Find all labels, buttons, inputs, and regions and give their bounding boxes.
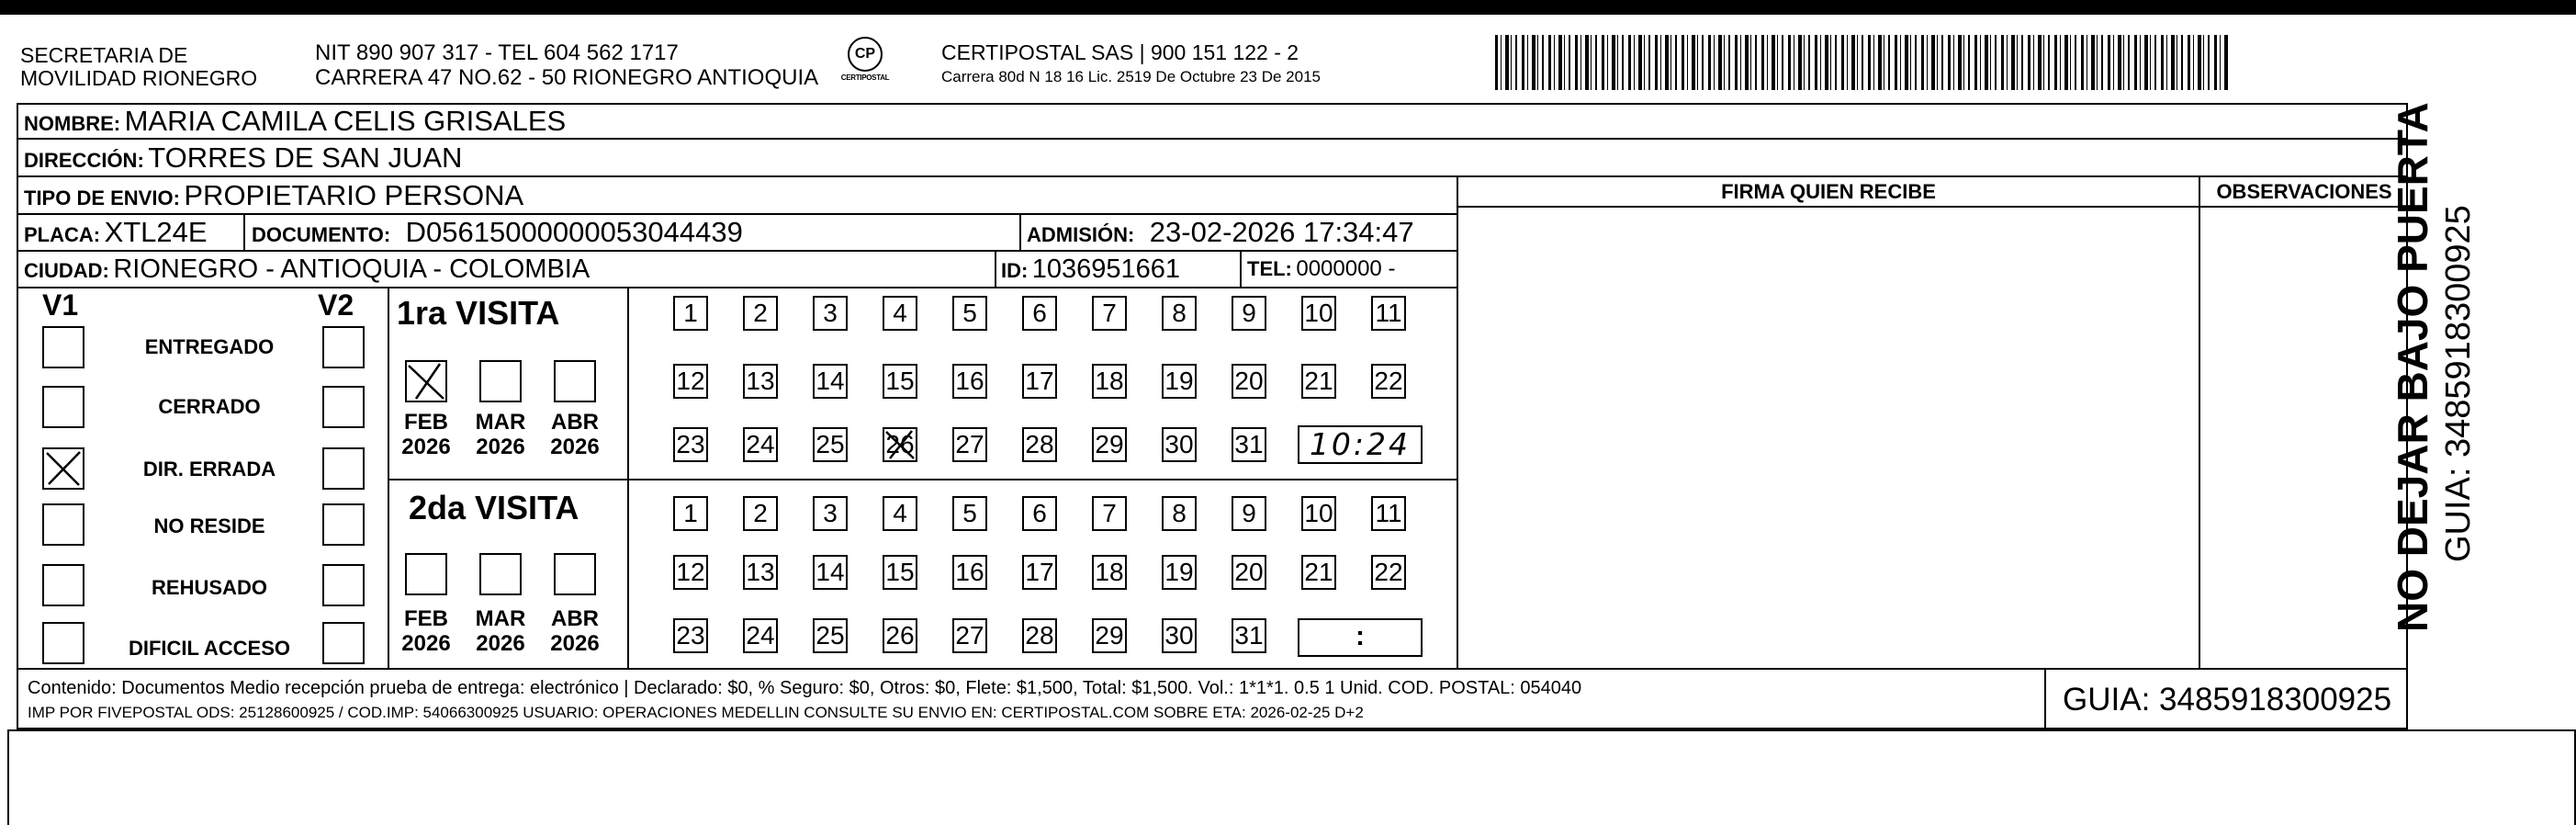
day-number: 23	[676, 621, 705, 650]
tipo-label: TIPO DE ENVIO:	[24, 186, 180, 209]
visit2-day-19[interactable]	[1162, 555, 1197, 590]
side-no-dejar: NO DEJAR BAJO PUERTA	[2389, 102, 2436, 632]
v1-header: V1	[42, 288, 79, 322]
visit1-day-8[interactable]	[1162, 296, 1197, 331]
direccion-row	[24, 139, 462, 175]
day-number: 16	[955, 558, 984, 586]
day-number: 17	[1025, 558, 1054, 586]
visit2-month-abr	[546, 606, 604, 656]
visit1-day-14[interactable]	[813, 364, 848, 399]
day-number: 7	[1102, 499, 1117, 527]
visit1-month-feb-checkbox[interactable]	[405, 360, 447, 402]
v2-checkbox-entregado[interactable]	[322, 326, 365, 368]
day-number: 20	[1234, 367, 1264, 395]
day-number: 30	[1164, 621, 1194, 650]
visit1-day-19[interactable]	[1162, 364, 1197, 399]
visit2-day-1[interactable]	[673, 496, 708, 531]
day-number: 27	[955, 430, 984, 458]
day-number: 13	[746, 558, 775, 586]
month-name: MAR	[475, 606, 526, 631]
day-number: 25	[816, 621, 845, 650]
visit1-day-23[interactable]	[673, 427, 708, 462]
visit1-day-11[interactable]	[1371, 296, 1406, 331]
day-number: 16	[955, 367, 984, 395]
visit2-title: 2da VISITA	[409, 489, 579, 526]
day-number: 19	[1164, 558, 1194, 586]
visit2-day-12[interactable]	[673, 555, 708, 590]
month-name: FEB	[404, 606, 448, 631]
visit1-day-12[interactable]	[673, 364, 708, 399]
day-number: 9	[1242, 299, 1256, 327]
visit2-day-10[interactable]	[1301, 496, 1336, 531]
firma-header: FIRMA QUIEN RECIBE	[1721, 180, 1936, 203]
company-name: CERTIPOSTAL SAS | 900 151 122 - 2	[941, 40, 1299, 64]
visit2-day-26[interactable]	[883, 618, 917, 653]
day-number: 24	[746, 621, 775, 650]
visit1-day-5[interactable]	[952, 296, 987, 331]
day-number: 26	[885, 621, 915, 650]
tipo-value: PROPIETARIO PERSONA	[184, 179, 524, 211]
ciudad-cell	[24, 251, 590, 292]
visit2-day-17[interactable]	[1022, 555, 1057, 590]
visit1-time-box[interactable]	[1298, 425, 1423, 464]
month-year: 2026	[550, 435, 600, 459]
visit1-day-7[interactable]	[1092, 296, 1127, 331]
footer-guia: GUIA: 3485918300925	[2063, 682, 2392, 718]
ciudad-label: CIUDAD:	[24, 259, 109, 282]
visit2-month-mar-checkbox[interactable]	[479, 553, 522, 595]
visit2-day-21[interactable]	[1301, 555, 1336, 590]
day-number: 21	[1304, 367, 1333, 395]
visit1-day-17[interactable]	[1022, 364, 1057, 399]
visit1-month-feb	[397, 410, 456, 459]
visit2-day-31[interactable]	[1232, 618, 1266, 653]
col-divider	[995, 250, 996, 287]
visit2-day-5[interactable]	[952, 496, 987, 531]
org-line2: MOVILIDAD RIONEGRO	[20, 66, 258, 90]
status-label-entregado: ENTREGADO	[144, 335, 275, 358]
day-number: 30	[1164, 430, 1194, 458]
day-number: 10	[1304, 499, 1333, 527]
day-number: 4	[893, 299, 907, 327]
v1-checkbox-dificil-acceso[interactable]	[42, 622, 84, 664]
top-border	[0, 0, 2576, 15]
day-number: 27	[955, 621, 984, 650]
bottom-frame	[7, 729, 2576, 825]
visit2-day-27[interactable]	[952, 618, 987, 653]
visit2-day-8[interactable]	[1162, 496, 1197, 531]
visit-divider	[388, 479, 1457, 480]
day-number: 14	[816, 367, 845, 395]
day-number: 8	[1172, 499, 1187, 527]
visit1-day-1[interactable]	[673, 296, 708, 331]
visit1-title: 1ra VISITA	[397, 294, 560, 332]
day-number: 18	[1095, 558, 1124, 586]
day-number: 6	[1032, 299, 1047, 327]
visit1-day-31[interactable]	[1232, 427, 1266, 462]
visit2-day-23[interactable]	[673, 618, 708, 653]
day-number: 2	[753, 499, 768, 527]
day-number: 29	[1095, 621, 1124, 650]
visit1-day-15[interactable]	[883, 364, 917, 399]
v1-checkbox-dir-errada[interactable]	[42, 447, 84, 490]
visit2-day-9[interactable]	[1232, 496, 1266, 531]
id-cell	[1001, 251, 1180, 292]
v1-checkbox-entregado[interactable]	[42, 326, 84, 368]
visit2-day-20[interactable]	[1232, 555, 1266, 590]
nombre-label: NOMBRE:	[24, 112, 121, 135]
visit2-day-6[interactable]	[1022, 496, 1057, 531]
month-year: 2026	[550, 631, 600, 656]
visit2-day-16[interactable]	[952, 555, 987, 590]
v2-checkbox-rehusado[interactable]	[322, 564, 365, 606]
day-number: 5	[962, 499, 977, 527]
day-number: 3	[823, 499, 838, 527]
ciudad-value: RIONEGRO - ANTIOQUIA - COLOMBIA	[113, 254, 591, 284]
visit1-day-13[interactable]	[743, 364, 778, 399]
visit1-day-21[interactable]	[1301, 364, 1336, 399]
documento-label: DOCUMENTO:	[252, 223, 391, 246]
tel-label: TEL:	[1247, 257, 1292, 280]
visit2-day-29[interactable]	[1092, 618, 1127, 653]
day-number: 28	[1025, 430, 1054, 458]
check-mark-icon	[407, 362, 447, 402]
day-number: 5	[962, 299, 977, 327]
tipo-row	[24, 176, 523, 213]
visit2-day-2[interactable]	[743, 496, 778, 531]
col-divider	[388, 287, 389, 668]
day-number: 10	[1304, 299, 1333, 327]
visit1-day-22[interactable]	[1371, 364, 1406, 399]
month-year: 2026	[401, 631, 451, 656]
visit1-day-6[interactable]	[1022, 296, 1057, 331]
direccion-label: DIRECCIÓN:	[24, 149, 144, 172]
day-number: 26	[885, 430, 915, 458]
visit2-day-15[interactable]	[883, 555, 917, 590]
visit2-day-28[interactable]	[1022, 618, 1057, 653]
v2-checkbox-cerrado[interactable]	[322, 386, 365, 428]
footer-line1: Contenido: Documentos Medio recepción prueba de entrega: electrónico | Declarado: $0, % Seguro: $0, Otros: $0, Flete: $1,500, Total: $1,500. Vol.: 1*1*1. 0.5 1 Unid. COD. POSTAL: 054040	[28, 678, 1582, 698]
day-number: 22	[1374, 367, 1403, 395]
month-name: ABR	[551, 410, 599, 435]
day-number: 6	[1032, 499, 1047, 527]
logo-mark-icon: CP	[848, 37, 883, 72]
month-year: 2026	[401, 435, 451, 459]
day-number: 18	[1095, 367, 1124, 395]
day-number: 21	[1304, 558, 1333, 586]
visit1-day-9[interactable]	[1232, 296, 1266, 331]
day-number: 24	[746, 430, 775, 458]
visit2-day-18[interactable]	[1092, 555, 1127, 590]
month-year: 2026	[476, 631, 525, 656]
org-nit: NIT 890 907 317 - TEL 604 562 1717	[315, 40, 679, 65]
col-divider	[2199, 175, 2200, 668]
visit1-day-4[interactable]	[883, 296, 917, 331]
tel-value: 0000000 -	[1296, 256, 1396, 281]
org-line1: SECRETARIA DE	[20, 43, 188, 67]
visit1-day-16[interactable]	[952, 364, 987, 399]
month-name: FEB	[404, 410, 448, 435]
id-label: ID:	[1001, 259, 1029, 282]
day-number: 13	[746, 367, 775, 395]
visit2-time-value: :	[1355, 621, 1365, 651]
company-license: Carrera 80d N 18 16 Lic. 2519 De Octubre 23 De 2015	[941, 68, 1321, 85]
visit2-day-4[interactable]	[883, 496, 917, 531]
day-number: 23	[676, 430, 705, 458]
v2-checkbox-no-reside[interactable]	[322, 503, 365, 546]
logo-text: CERTIPOSTAL	[840, 73, 890, 82]
month-year: 2026	[476, 435, 525, 459]
v2-header: V2	[318, 288, 354, 322]
v1-checkbox-no-reside[interactable]	[42, 503, 84, 546]
nombre-row	[24, 103, 566, 138]
day-number: 28	[1025, 621, 1054, 650]
visit1-day-29[interactable]	[1092, 427, 1127, 462]
day-number: 29	[1095, 430, 1124, 458]
v2-checkbox-dificil-acceso[interactable]	[322, 622, 365, 664]
visit2-day-25[interactable]	[813, 618, 848, 653]
visit2-day-22[interactable]	[1371, 555, 1406, 590]
visit2-month-feb-checkbox[interactable]	[405, 553, 447, 595]
visit1-day-24[interactable]	[743, 427, 778, 462]
certipostal-logo	[838, 37, 893, 90]
row-line	[17, 668, 2408, 670]
visit2-month-abr-checkbox[interactable]	[554, 553, 596, 595]
visit1-month-abr	[546, 410, 604, 459]
day-number: 8	[1172, 299, 1187, 327]
day-number: 20	[1234, 558, 1264, 586]
admision-label: ADMISIÓN:	[1027, 223, 1135, 246]
visit1-day-25[interactable]	[813, 427, 848, 462]
admision-value: 23-02-2026 17:34:47	[1149, 216, 1414, 248]
visit1-day-27[interactable]	[952, 427, 987, 462]
col-divider	[2044, 668, 2046, 729]
observaciones-header: OBSERVACIONES	[2216, 180, 2392, 203]
day-number: 31	[1234, 621, 1264, 650]
visit1-day-10[interactable]	[1301, 296, 1336, 331]
day-number: 12	[676, 367, 705, 395]
org-contact	[315, 40, 818, 90]
col-divider	[627, 287, 629, 668]
day-number: 25	[816, 430, 845, 458]
visit2-month-feb	[397, 606, 456, 656]
day-number: 14	[816, 558, 845, 586]
col-divider	[1019, 213, 1021, 250]
org-address: CARRERA 47 NO.62 - 50 RIONEGRO ANTIOQUIA	[315, 65, 819, 90]
day-number: 12	[676, 558, 705, 586]
check-mark-icon	[884, 429, 916, 460]
col-divider	[1457, 175, 1458, 668]
id-value: 1036951661	[1031, 254, 1181, 284]
tel-cell	[1247, 251, 1395, 290]
footer-line2: IMP POR FIVEPOSTAL ODS: 25128600925 / COD.IMP: 54066300925 USUARIO: OPERACIONES MEDELLIN CONSULTE SU ENVIO EN: CERTIPOSTAL.COM SOBRE ETA: 2026-02-25 D+2	[28, 704, 1364, 721]
day-number: 19	[1164, 367, 1194, 395]
month-name: ABR	[551, 606, 599, 631]
day-number: 3	[823, 299, 838, 327]
placa-value: XTL24E	[104, 216, 208, 248]
day-number: 15	[885, 367, 915, 395]
visit1-month-mar-checkbox[interactable]	[479, 360, 522, 402]
visit1-day-30[interactable]	[1162, 427, 1197, 462]
status-label-cerrado: CERRADO	[158, 395, 261, 418]
row-line	[1457, 206, 2408, 208]
company-info	[941, 40, 1321, 87]
status-label-no-reside: NO RESIDE	[153, 514, 265, 537]
day-number: 15	[885, 558, 915, 586]
visit2-time-box[interactable]	[1298, 618, 1423, 657]
day-number: 17	[1025, 367, 1054, 395]
visit1-day-26[interactable]	[883, 427, 917, 462]
status-label-dificil-acceso: DIFICIL ACCESO	[128, 637, 290, 660]
placa-label: PLACA:	[24, 223, 101, 246]
day-number: 11	[1375, 499, 1402, 527]
visit1-day-28[interactable]	[1022, 427, 1057, 462]
org-name	[20, 44, 257, 90]
v1-checkbox-rehusado[interactable]	[42, 564, 84, 606]
status-label-dir-errada: DIR. ERRADA	[142, 458, 276, 480]
visit1-month-mar	[471, 410, 530, 459]
visit1-day-18[interactable]	[1092, 364, 1127, 399]
day-number: 2	[753, 299, 768, 327]
day-number: 22	[1374, 558, 1403, 586]
nombre-value: MARIA CAMILA CELIS GRISALES	[124, 105, 567, 137]
visit1-day-3[interactable]	[813, 296, 848, 331]
visit2-day-24[interactable]	[743, 618, 778, 653]
side-guia: GUIA: 3485918300925	[2439, 205, 2478, 562]
documento-value: D05615000000053044439	[405, 216, 743, 248]
v2-checkbox-dir-errada[interactable]	[322, 447, 365, 490]
day-number: 11	[1375, 299, 1402, 327]
visit2-day-14[interactable]	[813, 555, 848, 590]
day-number: 4	[893, 499, 907, 527]
barcode	[1495, 35, 2230, 90]
visit2-day-30[interactable]	[1162, 618, 1197, 653]
month-name: MAR	[475, 410, 526, 435]
status-label-rehusado: REHUSADO	[152, 576, 267, 599]
visit1-time-value: 10:24	[1309, 426, 1412, 462]
visit1-day-2[interactable]	[743, 296, 778, 331]
v1-checkbox-cerrado[interactable]	[42, 386, 84, 428]
visit2-day-7[interactable]	[1092, 496, 1127, 531]
visit2-day-13[interactable]	[743, 555, 778, 590]
visit2-month-mar	[471, 606, 530, 656]
visit1-day-20[interactable]	[1232, 364, 1266, 399]
visit2-day-11[interactable]	[1371, 496, 1406, 531]
check-mark-icon	[44, 449, 83, 488]
visit2-day-3[interactable]	[813, 496, 848, 531]
day-number: 31	[1234, 430, 1264, 458]
day-number: 9	[1242, 499, 1256, 527]
day-number: 1	[683, 299, 698, 327]
day-number: 1	[683, 499, 698, 527]
direccion-value: TORRES DE SAN JUAN	[148, 141, 463, 174]
visit1-month-abr-checkbox[interactable]	[554, 360, 596, 402]
day-number: 7	[1102, 299, 1117, 327]
col-divider	[243, 213, 245, 250]
